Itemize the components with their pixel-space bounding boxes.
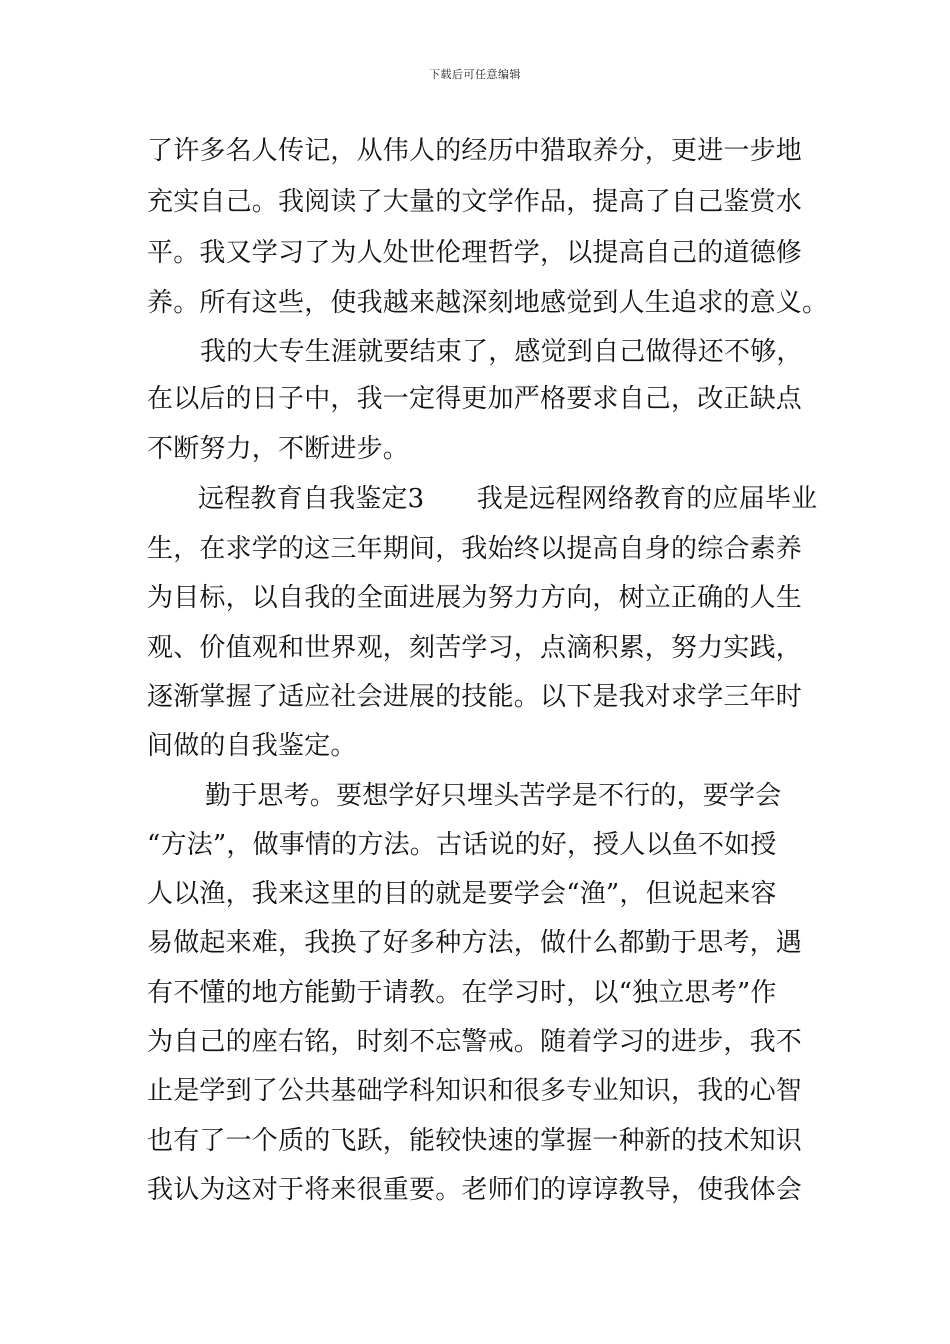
text-line: 远程教育自我鉴定3 我是远程网络教育的应届毕业	[198, 484, 818, 514]
text-line: 我的大专生涯就要结束了，感觉到自己做得还不够，	[200, 337, 803, 367]
text-line: 人以渔，我来这里的目的就是要学会“渔”，但说起来容	[147, 879, 777, 909]
text-line: 间做的自我鉴定。	[147, 731, 357, 761]
text-line: 观、价值观和世界观，刻苦学习，点滴积累，努力实践，	[147, 633, 803, 663]
text-line: 为目标，以自我的全面进展为努力方向，树立正确的人生	[147, 583, 803, 613]
text-line: 在以后的日子中，我一定得更加严格要求自己，改正缺点	[147, 384, 803, 414]
text-line: 易做起来难，我换了好多种方法，做什么都勤于思考，遇	[147, 928, 803, 958]
text-line: 为自己的座右铭，时刻不忘警戒。随着学习的进步，我不	[147, 1027, 803, 1057]
page-header: 下载后可任意编辑	[429, 68, 521, 81]
text-line: 勤于思考。要想学好只埋头苦学是不行的，要学会	[205, 781, 782, 811]
text-line: 充实自己。我阅读了大量的文学作品，提高了自己鉴赏水	[147, 187, 803, 217]
text-line: 我认为这对于将来很重要。老师们的谆谆教导，使我体会	[147, 1175, 803, 1205]
text-line: 生，在求学的这三年期间，我始终以提高自身的综合素养	[147, 534, 803, 564]
text-line: 养。所有这些，使我越来越深刻地感觉到人生追求的意义。	[147, 288, 829, 318]
text-line: 逐渐掌握了适应社会进展的技能。以下是我对求学三年时	[147, 682, 803, 712]
text-line: 止是学到了公共基础学科知识和很多专业知识，我的心智	[147, 1076, 803, 1106]
text-line: 有不懂的地方能勤于请教。在学习时，以“独立思考”作	[147, 978, 777, 1008]
text-line: 不断努力，不断进步。	[147, 434, 410, 464]
text-line: 也有了一个质的飞跃，能较快速的掌握一种新的技术知识	[147, 1126, 803, 1156]
text-line: 平。我又学习了为人处世伦理哲学，以提高自己的道德修	[147, 238, 803, 268]
text-line: “方法”，做事情的方法。古话说的好，授人以鱼不如授	[147, 830, 777, 860]
text-line: 了许多名人传记，从伟人的经历中猎取养分，更进一步地	[147, 136, 803, 166]
